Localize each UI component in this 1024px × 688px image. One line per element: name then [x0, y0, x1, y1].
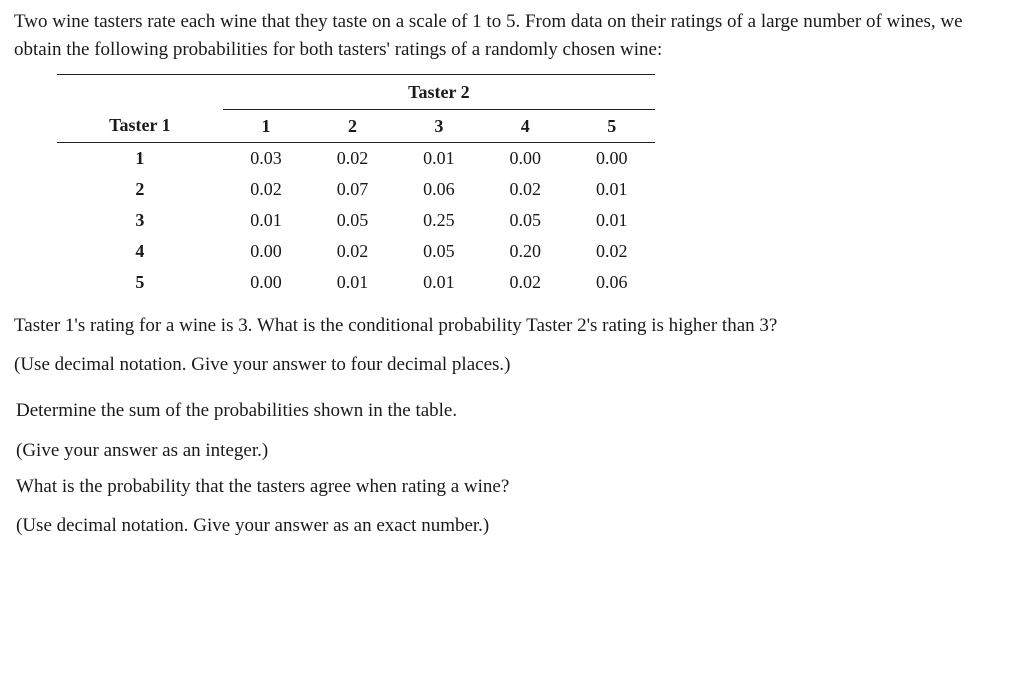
probability-cell: 0.01 — [250, 210, 282, 230]
probability-cell: 0.02 — [596, 241, 628, 261]
probability-cell: 0.01 — [596, 179, 628, 199]
row-label: 3 — [135, 210, 145, 230]
row-label: 4 — [135, 241, 145, 261]
probability-cell: 0.07 — [336, 179, 369, 199]
probability-cell: 0.00 — [596, 148, 628, 168]
table-row — [57, 143, 655, 175]
probability-cell: 0.06 — [596, 272, 628, 292]
column-header: 1 — [223, 110, 309, 143]
sum-question: Determine the sum of the probabilities shown in the table. — [16, 400, 458, 421]
probability-cell: 0.00 — [250, 241, 282, 261]
probability-cell: 0.05 — [336, 210, 369, 230]
probability-cell: 0.01 — [423, 272, 455, 292]
sum-instruction: (Give your answer as an integer.) — [16, 440, 269, 461]
probability-cell: 0.02 — [336, 241, 369, 261]
agreement-question: What is the probability that the tasters agree when rating a wine? — [16, 476, 510, 497]
probability-cell: 0.05 — [509, 210, 542, 230]
problem-intro: Two wine tasters rate each wine that they taste on a scale of 1 to 5. From data on their ratings of a large number of wines, we obtain the following probabilities for both tasters' ratings of a randomly chosen wine: — [14, 11, 963, 60]
table-group-header-row — [57, 75, 655, 110]
column-header: 2 — [309, 110, 395, 143]
probability-cell: 0.20 — [509, 241, 542, 261]
table-header-row — [57, 110, 655, 143]
table-row — [57, 236, 655, 267]
probability-cell: 0.02 — [509, 272, 542, 292]
probability-cell: 0.03 — [250, 148, 282, 168]
table-row — [57, 205, 655, 236]
conditional-probability-instruction: (Use decimal notation. Give your answer to four decimal places.) — [14, 354, 511, 375]
row-label: 1 — [135, 148, 145, 168]
column-header: 3 — [396, 110, 482, 143]
probability-cell: 0.01 — [423, 148, 455, 168]
taster-1-label: Taster 1 — [57, 110, 223, 143]
probability-table — [57, 74, 655, 298]
probability-cell: 0.02 — [336, 148, 369, 168]
taster-2-group-label: Taster 2 — [223, 75, 655, 110]
probability-cell: 0.02 — [250, 179, 282, 199]
probability-cell: 0.25 — [423, 210, 455, 230]
probability-cell: 0.02 — [509, 179, 542, 199]
table-row — [57, 267, 655, 298]
probability-cell: 0.06 — [423, 179, 455, 199]
probability-cell: 0.00 — [509, 148, 542, 168]
probability-cell: 0.00 — [250, 272, 282, 292]
conditional-probability-question: Taster 1's rating for a wine is 3. What is the conditional probability Taster 2's rating is higher than 3? — [14, 315, 778, 336]
table-row — [57, 174, 655, 205]
column-header: 5 — [569, 110, 655, 143]
probability-cell: 0.05 — [423, 241, 455, 261]
row-label: 5 — [135, 272, 145, 292]
probability-cell: 0.01 — [336, 272, 369, 292]
probability-cell: 0.01 — [596, 210, 628, 230]
column-header: 4 — [482, 110, 568, 143]
table-corner-cell — [57, 75, 223, 110]
row-label: 2 — [135, 179, 145, 199]
agreement-instruction: (Use decimal notation. Give your answer as an exact number.) — [16, 515, 490, 536]
